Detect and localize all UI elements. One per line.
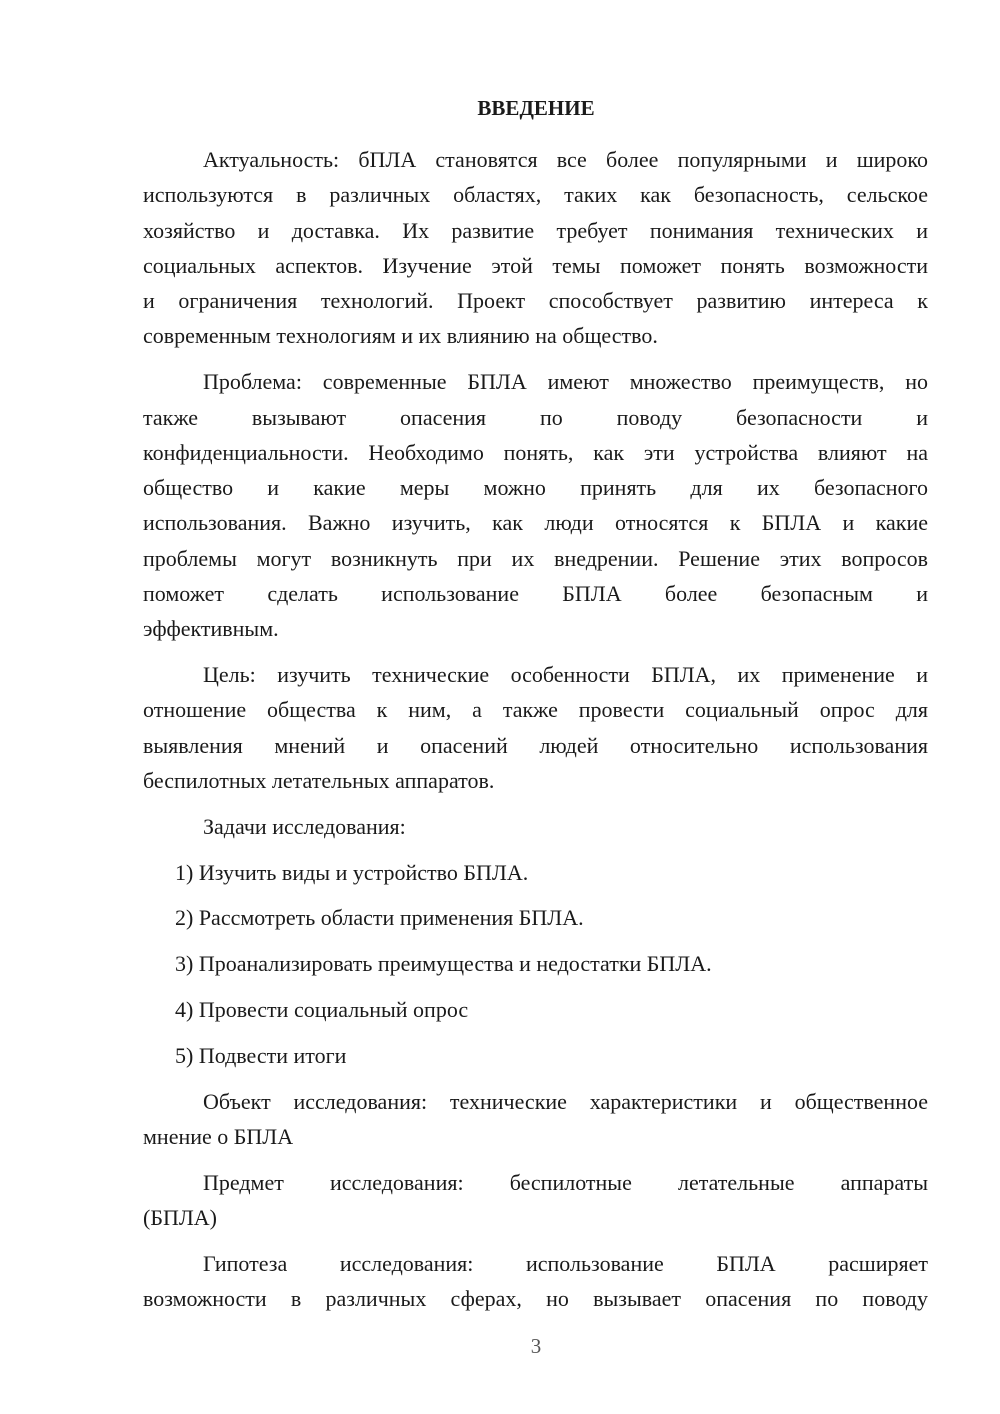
text-line: эффективным. [143, 616, 279, 642]
text-line: беспилотных летательных аппаратов. [143, 768, 495, 794]
page-number: 3 [530, 1334, 542, 1358]
task-list-item: 5) Подвести итоги [175, 1042, 347, 1068]
text-line: хозяйство и доставка. Их развитие требует понимания технических и [143, 217, 928, 243]
text-line: социальных аспектов. Изучение этой темы поможет понять возможности [143, 252, 928, 278]
text-line: отношение общества к ним, а также провести социальный опрос для [143, 697, 928, 723]
text-line: Предмет исследования: беспилотные летательные аппараты [203, 1169, 928, 1195]
paragraph [143, 1165, 928, 1236]
text-line: Актуальность: бПЛА становятся все более популярными и широко [203, 147, 928, 172]
text-line: (БПЛА) [143, 1205, 217, 1231]
section-title: ВВЕДЕНИЕ [477, 96, 595, 120]
text-line: современным технологиям и их влиянию на общество. [143, 323, 658, 349]
text-line: Цель: изучить технические особенности БПЛА, их применение и [203, 662, 928, 688]
paragraph [143, 809, 928, 844]
text-line: возможности в различных сферах, но вызывает опасения по поводу [143, 1286, 928, 1312]
text-line: Задачи исследования: [203, 813, 406, 839]
text-line: Объект исследования: технические характеристики и общественное [203, 1088, 928, 1114]
paragraph [143, 1246, 928, 1317]
text-line: выявления мнений и опасений людей относительно использования [143, 732, 928, 758]
task-list-item: 4) Провести социальный опрос [175, 997, 469, 1023]
task-list-item: 1) Изучить виды и устройство БПЛА. [175, 859, 529, 885]
text-line: мнение о БПЛА [143, 1123, 294, 1149]
document-body [143, 142, 928, 1327]
text-line: использования. Важно изучить, как люди относятся к БПЛА и какие [143, 510, 928, 536]
text-line: также вызывают опасения по поводу безопасности и [143, 404, 928, 430]
text-line: проблемы могут возникнуть при их внедрении. Решение этих вопросов [143, 545, 928, 571]
text-line: используются в различных областях, таких как безопасность, сельское [143, 182, 928, 208]
text-line: общество и какие меры можно принять для их безопасного [143, 475, 928, 501]
text-line: поможет сделать использование БПЛА более безопасным и [143, 581, 928, 607]
task-list-item: 3) Проанализировать преимущества и недостатки БПЛА. [175, 951, 712, 977]
text-line: Гипотеза исследования: использование БПЛА расширяет [203, 1250, 928, 1276]
paragraph [143, 657, 928, 798]
paragraph [143, 364, 928, 646]
text-line: и ограничения технологий. Проект способствует развитию интереса к [143, 288, 928, 314]
paragraph [143, 1084, 928, 1155]
task-list-item: 2) Рассмотреть области применения БПЛА. [175, 905, 584, 931]
paragraph [143, 142, 928, 354]
text-line: Проблема: современные БПЛА имеют множество преимуществ, но [203, 369, 928, 395]
text-line: конфиденциальности. Необходимо понять, как эти устройства влияют на [143, 439, 928, 465]
